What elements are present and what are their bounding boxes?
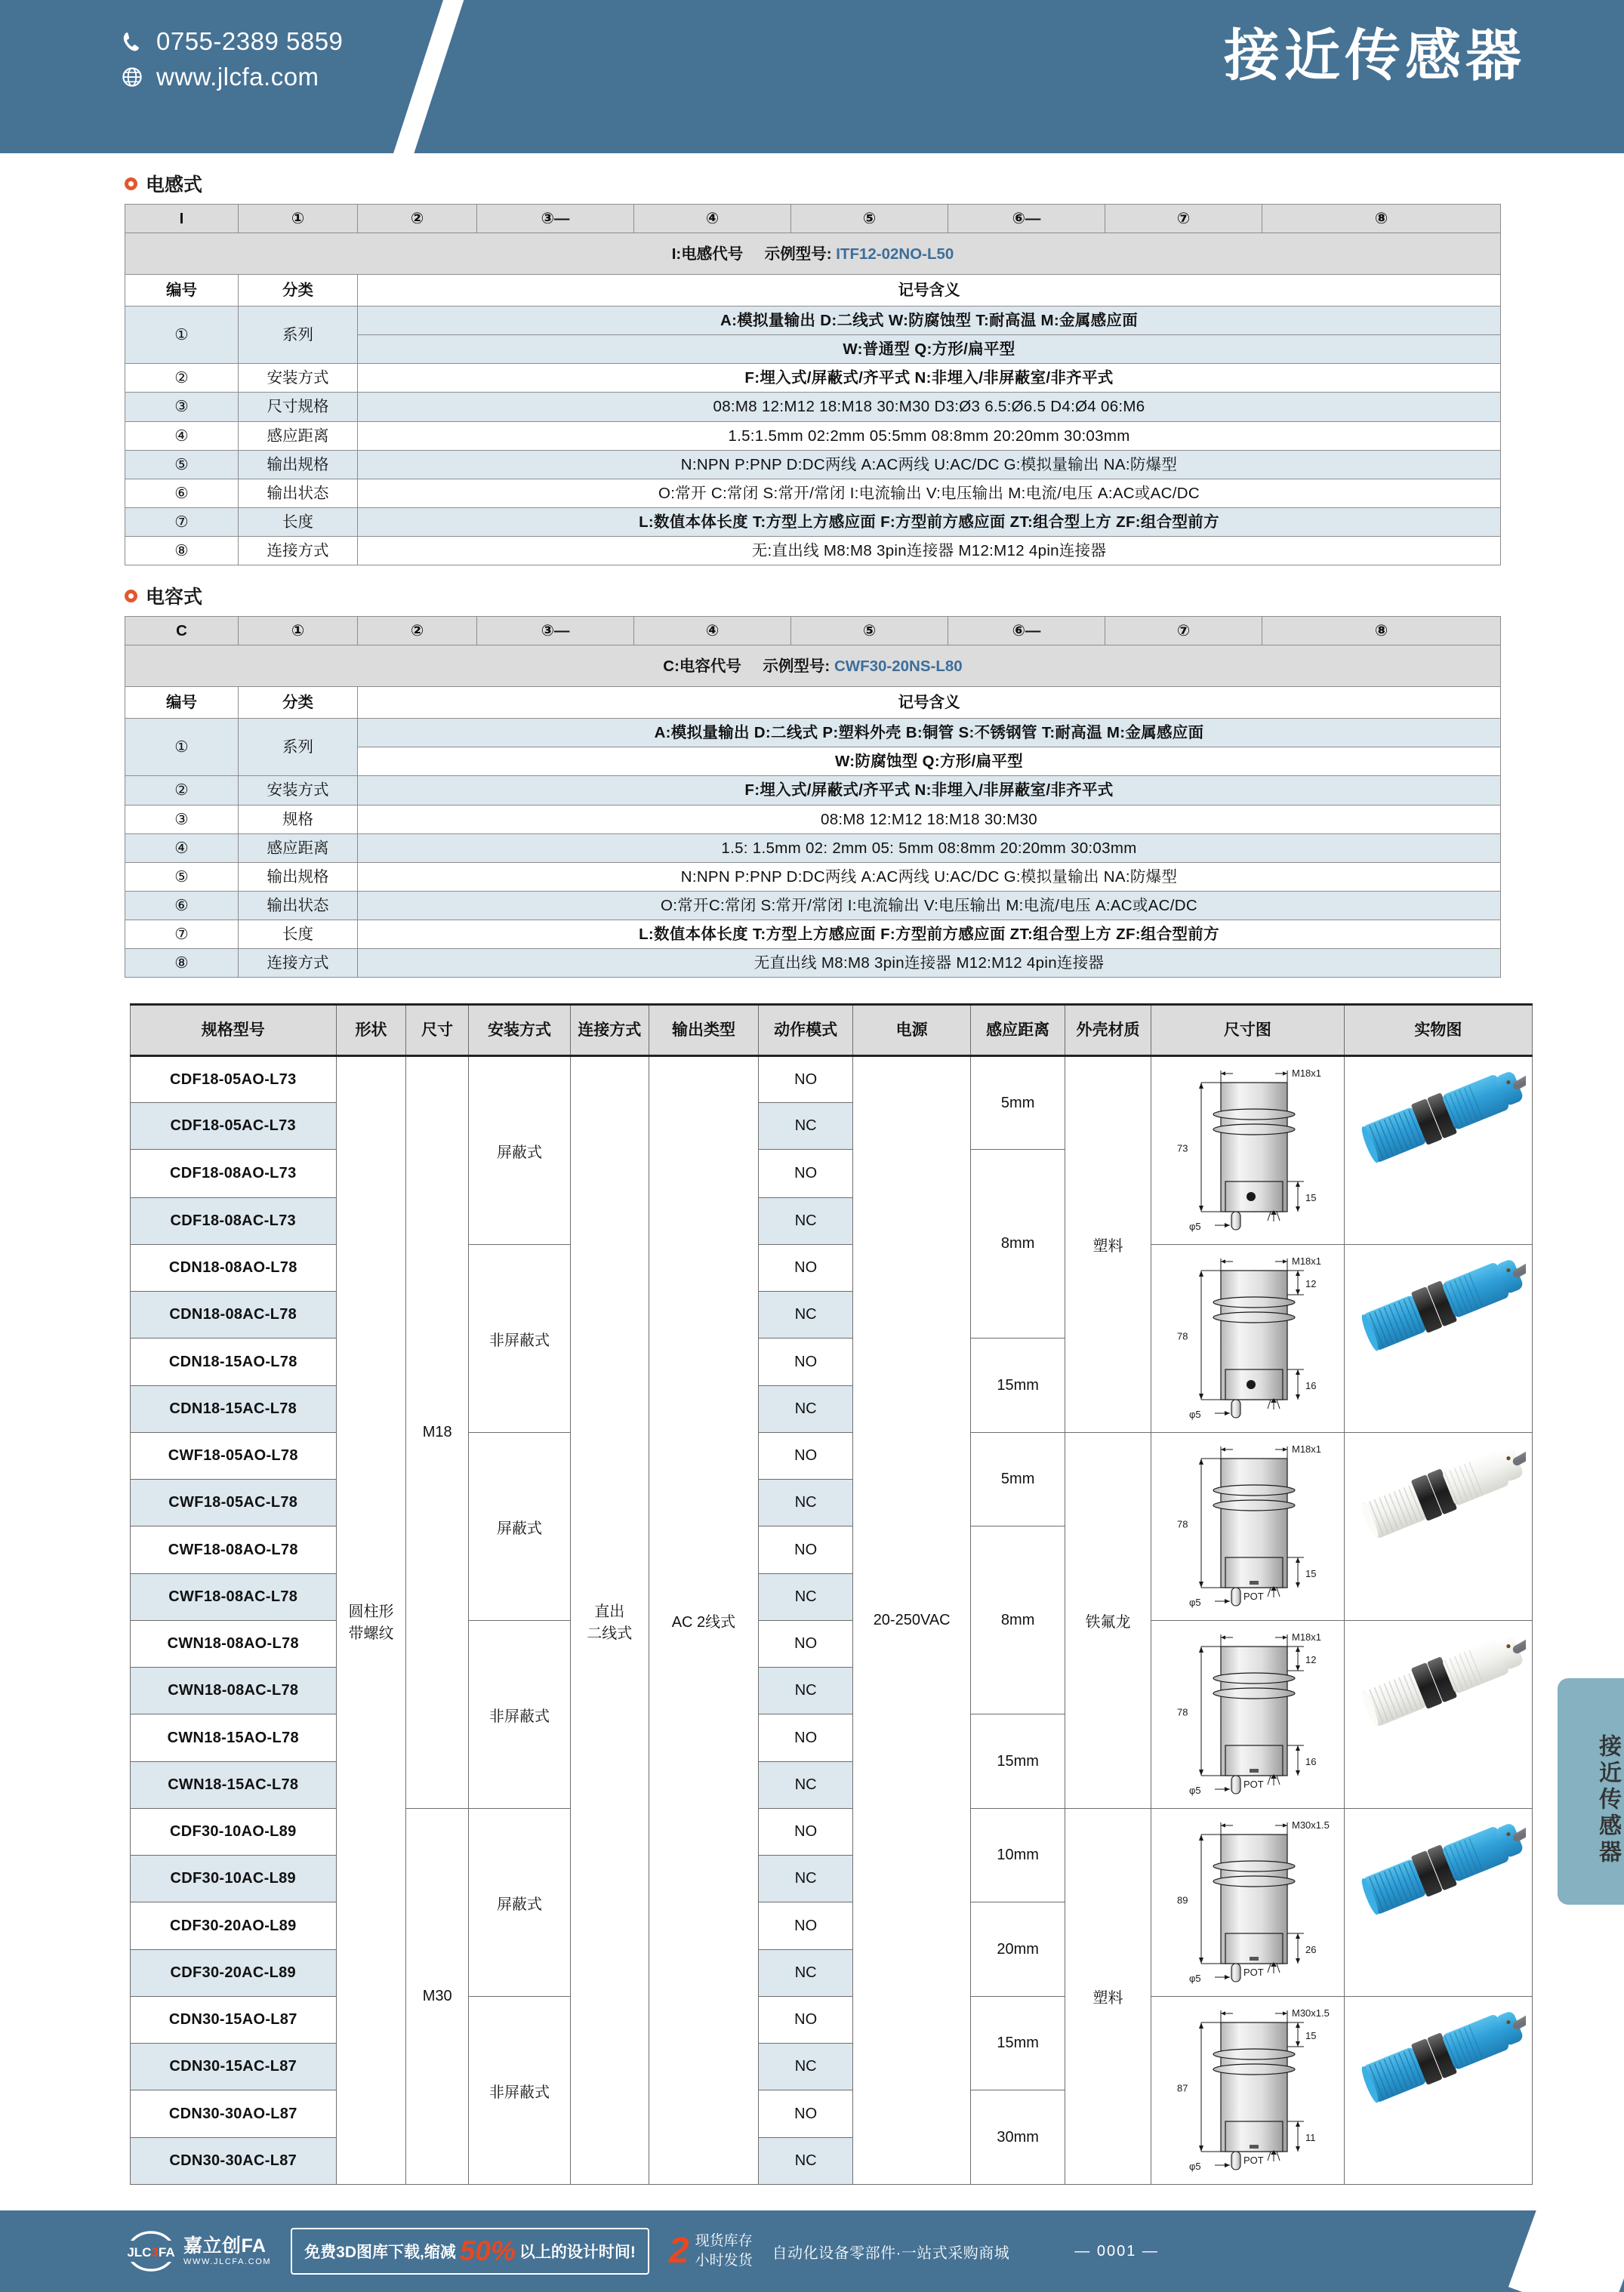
row-meaning: O:常开 C:常闭 S:常开/常闭 I:电流输出 V:电压输出 M:电流/电压 A:AC或AC/DC [358, 479, 1501, 507]
dimension-drawing [1157, 1433, 1337, 1620]
code-row [125, 364, 1501, 393]
page-number: — 0001 — [1074, 2242, 1159, 2260]
product-action-mode: NO [759, 1433, 853, 1480]
row-no: ⑧ [125, 949, 239, 978]
product-photo [1351, 1058, 1526, 1243]
product-distance: 20mm [971, 1902, 1065, 1997]
col-output-type: 输出类型 [649, 1005, 759, 1056]
product-action-mode: NO [759, 1997, 853, 2044]
product-table-header [131, 1005, 1533, 1056]
product-power: 20-250VAC [852, 1056, 970, 2185]
code-pos-7: ⑦ [1105, 205, 1262, 233]
svg-text:POT: POT [1243, 1967, 1265, 1979]
product-action-mode: NO [759, 1150, 853, 1198]
example-model-row [125, 233, 1501, 275]
svg-text:12: 12 [1305, 1278, 1317, 1290]
row-meaning-2: W:防腐蚀型 Q:方形/扁平型 [358, 747, 1501, 776]
row-meaning-2: W:普通型 Q:方形/扁平型 [358, 335, 1501, 364]
product-action-mode: NC [759, 2138, 853, 2185]
phone-number: 0755-2389 5859 [156, 27, 344, 55]
row-class: 尺寸规格 [239, 393, 358, 421]
stock-line-1: 现货库存 [695, 2233, 753, 2250]
product-size: M30 [406, 1809, 468, 2185]
product-model: CWF18-05AO-L78 [131, 1433, 337, 1480]
product-model: CDN30-15AO-L87 [131, 1997, 337, 2044]
svg-text:12: 12 [1305, 1654, 1317, 1666]
svg-text:POT: POT [1243, 2155, 1265, 2167]
shape-line-2: 带螺纹 [348, 1625, 394, 1642]
svg-text:87: 87 [1177, 2082, 1188, 2094]
section-title-inductive [125, 170, 1624, 197]
product-action-mode: NO [759, 1245, 853, 1292]
product-distance: 5mm [971, 1433, 1065, 1526]
example-label: 示例型号: [763, 657, 830, 675]
product-material: 铁氟龙 [1065, 1433, 1151, 1809]
product-photo-cell [1344, 1056, 1532, 1245]
promo-text-post: 以上的设计时间! [519, 2244, 636, 2261]
code-row [125, 805, 1501, 833]
col-product-photo: 实物图 [1344, 1005, 1532, 1056]
code-row [125, 507, 1501, 536]
svg-text:POT: POT [1243, 1779, 1265, 1791]
bullet-ring-icon [125, 177, 137, 190]
example-label: 示例型号: [764, 245, 832, 263]
globe-icon [121, 66, 143, 88]
row-no: ⑤ [125, 862, 239, 891]
example-model: ITF12-02NO-L50 [836, 245, 954, 263]
row-class: 安装方式 [239, 364, 358, 393]
code-pos-3: ③— [477, 205, 634, 233]
jlcfa-logo-icon [125, 2230, 177, 2272]
page-title: 接近传感器 [1224, 24, 1526, 87]
svg-text:φ5: φ5 [1189, 1973, 1202, 1985]
product-model: CDF30-10AC-L89 [131, 1856, 337, 1902]
col-power: 电源 [852, 1005, 970, 1056]
row-no: ④ [125, 421, 239, 450]
product-model: CDN18-15AC-L78 [131, 1386, 337, 1433]
row-no: ② [125, 364, 239, 393]
row-meaning: A:模拟量输出 D:二线式 P:塑料外壳 B:铜管 S:不锈钢管 T:耐高温 M:金属感应面 [358, 719, 1501, 747]
code-row [125, 891, 1501, 920]
product-dimension-drawing [1151, 1056, 1345, 1245]
code-row [125, 949, 1501, 978]
product-model: CDN18-08AO-L78 [131, 1245, 337, 1292]
product-model: CWN18-08AO-L78 [131, 1621, 337, 1668]
product-output-type: AC 2线式 [649, 1056, 759, 2185]
row-no: ② [125, 776, 239, 805]
dimension-drawing [1157, 1997, 1337, 2184]
row-class: 输出规格 [239, 862, 358, 891]
product-model: CDN30-15AC-L87 [131, 2044, 337, 2090]
svg-text:89: 89 [1177, 1894, 1188, 1906]
product-distance: 5mm [971, 1056, 1065, 1150]
inductive-code-table [125, 204, 1501, 565]
svg-text:26: 26 [1305, 1944, 1317, 1956]
footer-stock-badge [669, 2232, 753, 2270]
product-photo-cell [1344, 1809, 1532, 1997]
product-mounting: 非屏蔽式 [468, 1997, 570, 2185]
code-header-row [125, 205, 1501, 233]
section-label: 电容式 [146, 587, 203, 608]
row-meaning: 无直出线 M8:M8 3pin连接器 M12:M12 4pin连接器 [358, 949, 1501, 978]
col-distance: 感应距离 [971, 1005, 1065, 1056]
product-action-mode: NC [759, 1856, 853, 1902]
code-pos-2: ② [358, 205, 477, 233]
code-pos-8: ⑧ [1262, 205, 1501, 233]
shape-line-1: 圆柱形 [348, 1603, 394, 1620]
row-class: 输出状态 [239, 479, 358, 507]
row-meaning: F:埋入式/屏蔽式/齐平式 N:非埋入/非屏蔽室/非齐平式 [358, 776, 1501, 805]
stock-hours-number: 2 [668, 2231, 689, 2271]
product-action-mode: NO [759, 2090, 853, 2138]
svg-text:16: 16 [1305, 1756, 1317, 1768]
product-model: CDN30-30AC-L87 [131, 2138, 337, 2185]
code-row [125, 833, 1501, 862]
code-pos-8: ⑧ [1262, 617, 1501, 645]
connection-line-1: 直出 [594, 1603, 625, 1620]
product-model: CDN18-15AO-L78 [131, 1339, 337, 1386]
row-class: 规格 [239, 805, 358, 833]
code-pos-4: ④ [634, 205, 791, 233]
page-footer [0, 2210, 1624, 2292]
code-row [125, 719, 1501, 747]
product-mounting: 屏蔽式 [468, 1809, 570, 1997]
row-no: ① [125, 719, 239, 776]
product-mounting: 非屏蔽式 [468, 1245, 570, 1433]
row-meaning: O:常开C:常闭 S:常开/常闭 I:电流输出 V:电压输出 M:电流/电压 A:AC或AC/DC [358, 891, 1501, 920]
capacitive-code-table [125, 616, 1501, 978]
col-material: 外壳材质 [1065, 1005, 1151, 1056]
product-action-mode: NC [759, 2044, 853, 2090]
col-mounting: 安装方式 [468, 1005, 570, 1056]
svg-text:M30x1.5: M30x1.5 [1292, 1819, 1330, 1831]
meaning-header-row [125, 275, 1501, 307]
phone-row [121, 29, 343, 54]
product-photo-cell [1344, 1433, 1532, 1621]
product-action-mode: NO [759, 1621, 853, 1668]
product-connection [571, 1056, 649, 2185]
product-dimension-drawing [1151, 1245, 1345, 1433]
product-distance: 10mm [971, 1809, 1065, 1902]
product-distance: 15mm [971, 1339, 1065, 1433]
row-no: ⑧ [125, 536, 239, 565]
product-model: CWN18-15AO-L78 [131, 1714, 337, 1762]
code-pos-6: ⑥— [948, 617, 1105, 645]
code-pos-5: ⑤ [791, 205, 948, 233]
col-head-class: 分类 [239, 687, 358, 719]
product-model: CDF18-08AO-L73 [131, 1150, 337, 1198]
row-class: 连接方式 [239, 949, 358, 978]
code-row [125, 862, 1501, 891]
code-row [125, 307, 1501, 335]
code-pos-0: I [125, 205, 239, 233]
example-model: CWF30-20NS-L80 [834, 657, 963, 675]
product-action-mode: NC [759, 1668, 853, 1714]
svg-text:φ5: φ5 [1189, 1409, 1202, 1421]
code-pos-7: ⑦ [1105, 617, 1262, 645]
code-row [125, 421, 1501, 450]
code-row [125, 479, 1501, 507]
svg-text:78: 78 [1177, 1330, 1188, 1342]
product-action-mode: NO [759, 1339, 853, 1386]
example-prefix: I:电感代号 [671, 245, 744, 263]
row-meaning: 08:M8 12:M12 18:M18 30:M30 [358, 805, 1501, 833]
row-no: ⑥ [125, 479, 239, 507]
product-action-mode: NC [759, 1292, 853, 1339]
row-class: 安装方式 [239, 776, 358, 805]
code-pos-2: ② [358, 617, 477, 645]
promo-text-pre: 免费3D图库下载,缩减 [304, 2244, 456, 2261]
footer-slogan: 自动化设备零部件·一站式采购商城 [772, 2244, 1010, 2262]
footer-logo-url: WWW.JLCFA.COM [183, 2257, 272, 2266]
svg-text:15: 15 [1305, 2030, 1317, 2042]
row-class: 感应距离 [239, 833, 358, 862]
row-no: ③ [125, 805, 239, 833]
footer-logo-name: 嘉立创FA [183, 2235, 267, 2257]
product-material: 塑料 [1065, 1809, 1151, 2185]
row-meaning: 1.5: 1.5mm 02: 2mm 05: 5mm 08:8mm 20:20mm 30:03mm [358, 833, 1501, 862]
product-material: 塑料 [1065, 1056, 1151, 1433]
code-pos-1: ① [239, 617, 358, 645]
product-distance: 8mm [971, 1150, 1065, 1339]
product-action-mode: NO [759, 1056, 853, 1103]
col-size: 尺寸 [406, 1005, 468, 1056]
code-row [125, 393, 1501, 421]
product-spec-table [130, 1003, 1533, 2185]
product-action-mode: NC [759, 1386, 853, 1433]
row-no: ① [125, 307, 239, 364]
product-photo [1351, 1622, 1526, 1807]
example-model-row [125, 645, 1501, 687]
table-row [131, 1056, 1533, 1103]
svg-text:φ5: φ5 [1189, 1785, 1202, 1797]
row-meaning: 无:直出线 M8:M8 3pin连接器 M12:M12 4pin连接器 [358, 536, 1501, 565]
svg-text:φ5: φ5 [1189, 1221, 1202, 1233]
col-shape: 形状 [336, 1005, 406, 1056]
row-class: 长度 [239, 920, 358, 948]
product-model: CDN30-30AO-L87 [131, 2090, 337, 2138]
svg-text:M18x1: M18x1 [1292, 1067, 1322, 1080]
page-header [0, 0, 1624, 153]
row-no: ⑦ [125, 507, 239, 536]
promo-percent: 50% [459, 2235, 516, 2266]
header-contact-block [121, 29, 343, 100]
product-mounting: 屏蔽式 [468, 1056, 570, 1245]
row-no: ⑤ [125, 450, 239, 479]
example-cell [125, 233, 1501, 275]
col-head-no: 编号 [125, 687, 239, 719]
svg-text:15: 15 [1305, 1192, 1317, 1204]
svg-text:78: 78 [1177, 1518, 1188, 1530]
row-meaning: L:数值本体长度 T:方型上方感应面 F:方型前方感应面 ZT:组合型上方 ZF:组合型前方 [358, 507, 1501, 536]
header-diagonal-stripe [383, 0, 471, 153]
product-distance: 15mm [971, 1714, 1065, 1809]
row-no: ⑥ [125, 891, 239, 920]
svg-text:16: 16 [1305, 1380, 1317, 1392]
product-model: CWN18-15AC-L78 [131, 1762, 337, 1809]
code-pos-4: ④ [634, 617, 791, 645]
product-dimension-drawing [1151, 1433, 1345, 1621]
row-meaning: N:NPN P:PNP D:DC两线 A:AC两线 U:AC/DC G:模拟量输出 NA:防爆型 [358, 450, 1501, 479]
svg-text:M18x1: M18x1 [1292, 1631, 1322, 1644]
example-cell [125, 645, 1501, 687]
row-meaning: 1.5:1.5mm 02:2mm 05:5mm 08:8mm 20:20mm 30:03mm [358, 421, 1501, 450]
svg-text:JLC3FA: JLC3FA [127, 2245, 175, 2260]
product-action-mode: NC [759, 1950, 853, 1997]
row-meaning: 08:M8 12:M12 18:M18 30:M30 D3:Ø3 6.5:Ø6.5 D4:Ø4 06:M6 [358, 393, 1501, 421]
product-mounting: 屏蔽式 [468, 1433, 570, 1621]
product-model: CDN18-08AC-L78 [131, 1292, 337, 1339]
code-row [125, 450, 1501, 479]
product-photo [1351, 1246, 1526, 1431]
code-pos-3: ③— [477, 617, 634, 645]
product-distance: 30mm [971, 2090, 1065, 2185]
product-photo-cell [1344, 1245, 1532, 1433]
col-action-mode: 动作模式 [759, 1005, 853, 1056]
col-head-no: 编号 [125, 275, 239, 307]
svg-text:15: 15 [1305, 1568, 1317, 1580]
connection-line-2: 二线式 [587, 1625, 633, 1642]
row-class: 感应距离 [239, 421, 358, 450]
product-photo-cell [1344, 1997, 1532, 2185]
product-dimension-drawing [1151, 1621, 1345, 1809]
code-pos-6: ⑥— [948, 205, 1105, 233]
meaning-header-row [125, 687, 1501, 719]
product-action-mode: NC [759, 1480, 853, 1526]
col-head-class: 分类 [239, 275, 358, 307]
website-url: www.jlcfa.com [156, 63, 319, 91]
svg-text:M18x1: M18x1 [1292, 1443, 1322, 1456]
product-action-mode: NC [759, 1103, 853, 1150]
footer-logo [125, 2230, 271, 2272]
product-distance: 8mm [971, 1526, 1065, 1714]
row-class: 系列 [239, 307, 358, 364]
dimension-drawing [1157, 1621, 1337, 1808]
col-model: 规格型号 [131, 1005, 337, 1056]
row-class: 系列 [239, 719, 358, 776]
website-row [121, 64, 343, 89]
product-action-mode: NO [759, 1809, 853, 1856]
product-action-mode: NO [759, 1526, 853, 1574]
section-title-capacitive [125, 582, 1624, 609]
product-size: M18 [406, 1056, 468, 1809]
phone-icon [121, 30, 143, 53]
product-photo [1351, 1434, 1526, 1619]
product-model: CDF30-20AO-L89 [131, 1902, 337, 1950]
svg-text:11: 11 [1305, 2132, 1316, 2144]
product-dimension-drawing [1151, 1809, 1345, 1997]
product-mounting: 非屏蔽式 [468, 1621, 570, 1809]
example-prefix: C:电容代号 [663, 657, 741, 675]
product-action-mode: NC [759, 1198, 853, 1245]
code-pos-5: ⑤ [791, 617, 948, 645]
svg-text:M30x1.5: M30x1.5 [1292, 2007, 1330, 2019]
product-action-mode: NO [759, 1902, 853, 1950]
row-class: 连接方式 [239, 536, 358, 565]
code-row [125, 536, 1501, 565]
svg-text:M18x1: M18x1 [1292, 1255, 1322, 1268]
product-action-mode: NC [759, 1574, 853, 1621]
product-model: CWF18-08AC-L78 [131, 1574, 337, 1621]
bullet-ring-icon [125, 590, 137, 602]
svg-text:φ5: φ5 [1189, 2161, 1202, 2173]
col-head-meaning: 记号含义 [358, 275, 1501, 307]
code-pos-1: ① [239, 205, 358, 233]
code-row [125, 776, 1501, 805]
product-model: CDF18-05AC-L73 [131, 1103, 337, 1150]
dimension-drawing [1157, 1809, 1337, 1996]
stock-line-2: 小时发货 [695, 2253, 753, 2269]
footer-promo-banner [291, 2228, 649, 2275]
product-model: CWF18-05AC-L78 [131, 1480, 337, 1526]
row-no: ③ [125, 393, 239, 421]
product-shape [336, 1056, 406, 2185]
row-no: ④ [125, 833, 239, 862]
product-photo [1351, 1998, 1526, 2183]
section-label: 电感式 [146, 174, 203, 196]
product-dimension-drawing [1151, 1997, 1345, 2185]
svg-text:73: 73 [1177, 1142, 1188, 1154]
svg-text:78: 78 [1177, 1706, 1188, 1718]
product-model: CDF18-08AC-L73 [131, 1198, 337, 1245]
page-body [0, 170, 1624, 2185]
dimension-drawing [1157, 1057, 1337, 1244]
product-photo-cell [1344, 1621, 1532, 1809]
product-model: CWN18-08AC-L78 [131, 1668, 337, 1714]
code-header-row [125, 617, 1501, 645]
row-meaning: N:NPN P:PNP D:DC两线 A:AC两线 U:AC/DC G:模拟量输出 NA:防爆型 [358, 862, 1501, 891]
product-model: CWF18-08AO-L78 [131, 1526, 337, 1574]
product-action-mode: NO [759, 1714, 853, 1762]
row-no: ⑦ [125, 920, 239, 948]
svg-text:φ5: φ5 [1189, 1597, 1202, 1609]
row-meaning: A:模拟量输出 D:二线式 W:防腐蚀型 T:耐高温 M:金属感应面 [358, 307, 1501, 335]
product-action-mode: NC [759, 1762, 853, 1809]
side-tab-proximity-sensor: 接近传感器 [1558, 1678, 1624, 1905]
row-meaning: F:埋入式/屏蔽式/齐平式 N:非埋入/非屏蔽室/非齐平式 [358, 364, 1501, 393]
product-distance: 15mm [971, 1997, 1065, 2090]
col-connection: 连接方式 [571, 1005, 649, 1056]
row-class: 输出规格 [239, 450, 358, 479]
code-row [125, 920, 1501, 948]
product-photo [1351, 1810, 1526, 1995]
product-model: CDF30-10AO-L89 [131, 1809, 337, 1856]
product-model: CDF30-20AC-L89 [131, 1950, 337, 1997]
row-class: 长度 [239, 507, 358, 536]
col-dimension-drawing: 尺寸图 [1151, 1005, 1345, 1056]
dimension-drawing [1157, 1245, 1337, 1432]
code-pos-0: C [125, 617, 239, 645]
row-meaning: L:数值本体长度 T:方型上方感应面 F:方型前方感应面 ZT:组合型上方 ZF:组合型前方 [358, 920, 1501, 948]
product-model: CDF18-05AO-L73 [131, 1056, 337, 1103]
col-head-meaning: 记号含义 [358, 687, 1501, 719]
row-class: 输出状态 [239, 891, 358, 920]
svg-text:POT: POT [1243, 1591, 1265, 1603]
